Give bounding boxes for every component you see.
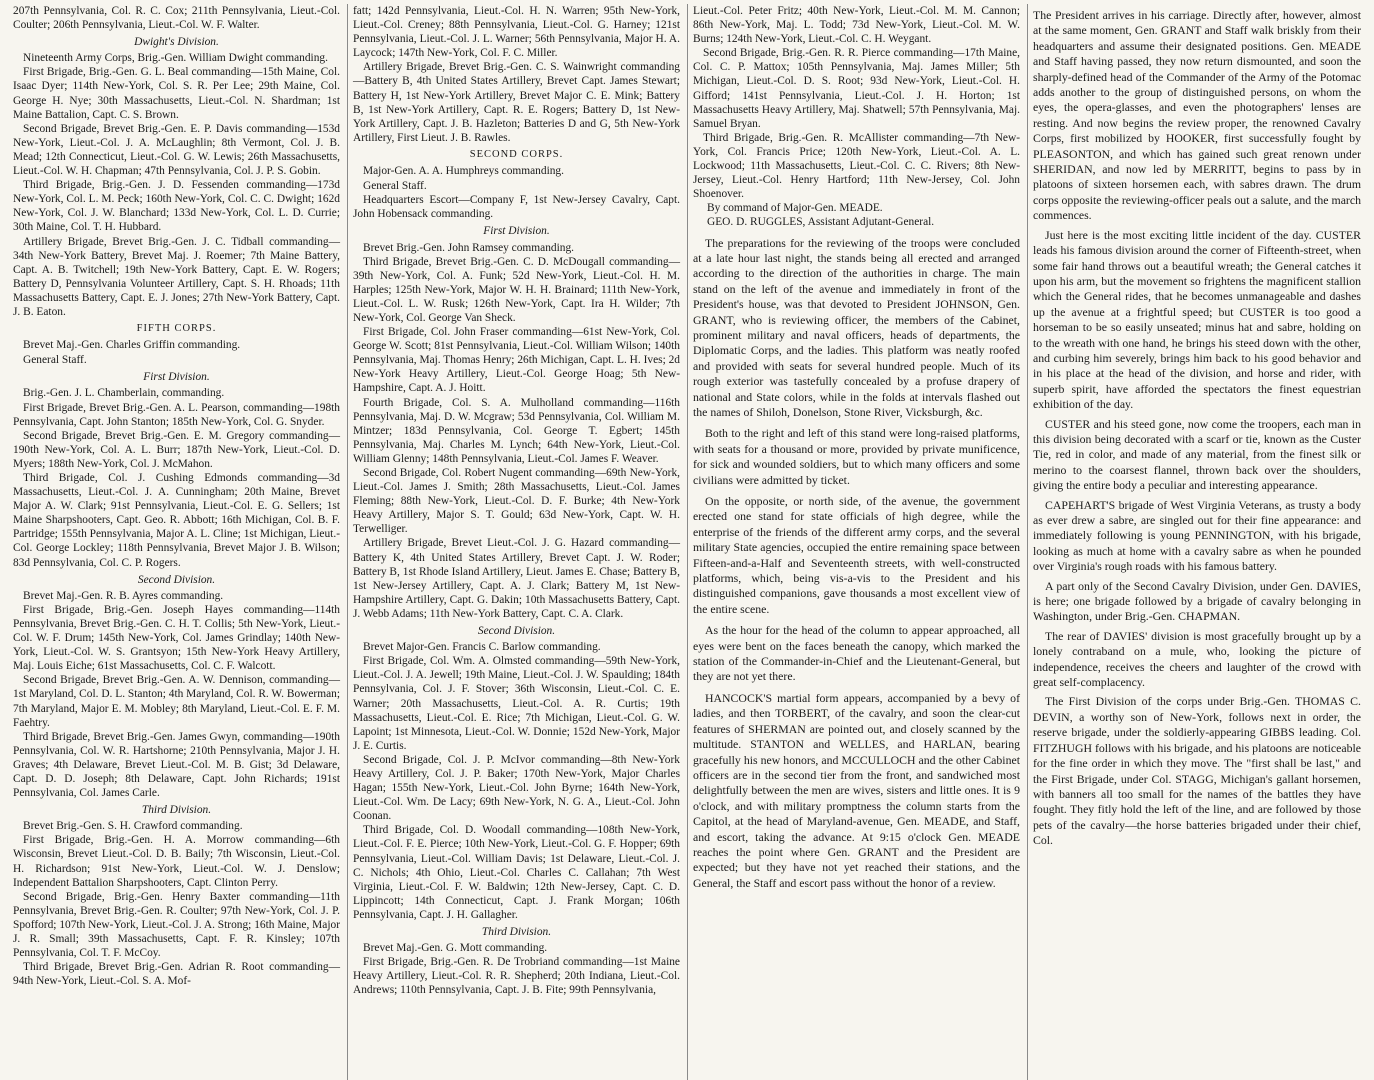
paragraph: Artillery Brigade, Brevet Lieut.-Col. J. G. Hazard commanding—Battery K, 4th United States Artillery, Brevet Capt. J. W. Roder; Battery B, 1st Rhode Island Artillery, Lieut. James E. Chase; Battery B, 1st New-Jersey Artillery, Capt. A. J. Clark; Battery M, 1st New-Hampshire Artillery, Capt. G. Dakin; 10th Massachusetts Battery, Capt. J. Webb Adams; 11th New-York Battery, Capt. C. A. Clark. [353,537,680,620]
paragraph: On the opposite, or north side, of the avenue, the government erected one stand for state officials of high degree, while the enterprise of the friends of the different army corps, and the several military State agencies, occupied the entire remaining space between Fifteen-and-a-Half and Seventeenth streets, with well-constructed platforms, which, being vis-a-vis to the President and his distinguished companions, gave thousands a most excellent view of the entire scene. [693,494,1020,616]
column-3 [688,4,1028,1080]
paragraph: The rear of DAVIES' division is most gracefully brought up by a lonely contraband on a mule, who, looking the picture of independence, receives the cheers and laughter of the crowd with great self-complacency. [1033,628,1361,690]
paragraph: General Staff. [363,180,427,193]
paragraph: By command of Major-Gen. MEADE. [707,202,883,215]
paragraph: The First Division of the corps under Brig.-Gen. THOMAS C. DEVIN, a worthy son of New-York, follows next in order, the reserve brigade, under the soldierly-appearing GIBBS leading. Col. FITZHUGH follows with his brigade, and his platoons are noticeable for the fine order in which they move. The "first shall be last," and the First Brigade, under Col. STAGG, Michigan's gallant horsemen, with banners all too small for the names of the battles they have fought. They fitly hold the left of the line, and are followed by those pets of the cavalry—the horse batteries brigaded under their chief, Col. [1033,694,1361,848]
paragraph: CUSTER and his steed gone, now come the troopers, each man in this division being decorated with a scarf or tie, known as the Custer Tie, red in color, and made of any material, from the finest silk or merino to the coarsest flannel, thrown back over the shoulders, giving the entire body a peculiar and interesting appearance. [1033,416,1361,493]
column-4 [1028,4,1368,1080]
paragraph: Fourth Brigade, Col. S. A. Mulholland commanding—116th Pennsylvania, Maj. D. W. Mcgraw; 53d Pennsylvania, Col. William M. Mintzer; 183d Pennsylvania, Col. George T. Egbert; 145th Pennsylvania, Maj. Charles M. Lynch; 64th New-York, Lieut.-Col. William Glenny; 148th Pennsylvania, Lieut.-Col. James F. Weaver. [353,396,680,465]
paragraph: Second Brigade, Col. J. P. McIvor commanding—8th New-York Heavy Artillery, Col. J. P. Baker; 170th New-York, Major Charles Hagan; 155th New-York, Lieut.-Col. John Byrne; 164th New-York, Lieut.-Col. Wm. De Lacy; 69th New-York, N. G. A., Lieut.-Col. John Coonan. [353,753,680,823]
paragraph: As the hour for the head of the column to appear approached, all eyes were bent on the faces beneath the canopy, which marked the station of the Commander-in-Chief and the Lieutenant-General, but they are not yet there. [693,623,1020,684]
paragraph: fatt; 142d Pennsylvania, Lieut.-Col. H. N. Warren; 95th New-York, Lieut.-Col. Creney; 88th Pennsylvania, Lieut.-Col. G. Harney; 121st Pennsylvania, Lieut.-Col. J. L. Warner; 56th Pennsylvania, Major H. A. Laycock; 147th New-York, Col. F. C. Miller. [353,5,680,60]
paragraph: First Brigade, Brig.-Gen. H. A. Morrow commanding—6th Wisconsin, Brevet Lieut.-Col. D. B. Baily; 7th Wisconsin, Lieut.-Col. H. Richardson; 91st New-York, Lieut.-Col. W. J. Denslow; Independent Battalion Sharpshooters, Capt. Clinton Perry. [13,834,340,889]
paragraph: Second Brigade, Col. Robert Nugent commanding—69th New-York, Lieut.-Col. James J. Smith; 28th Massachusetts, Lieut.-Col. James Fleming; 88th New-York, Lieut.-Col. D. F. Burke; 4th New-York Heavy Artillery, Major S. T. Gould; 63d New-York, Capt. W. H. Terwelliger. [353,467,680,536]
paragraph: First Brigade, Col. Wm. A. Olmsted commanding—59th New-York, Lieut.-Col. J. A. Jewell; 19th Maine, Lieut.-Col. J. W. Spaulding; 184th Pennsylvania, Col. J. F. Stover; 36th Wisconsin, Lieut.-Col. C. E. Warner; 20th Massachusetts, Lieut.-Col. A. R. Curtis; 19th Massachusetts, Lieut.-Col. E. Rice; 7th Michigan, Lieut.-Col. G. W. Lapoint; 1st Minnesota, Lieut.-Col. W. Donnie; 152d New-York, Major J. E. Curtis. [353,655,680,752]
paragraph: Brevet Major-Gen. Francis C. Barlow commanding. [363,641,601,654]
paragraph: Third Brigade, Brig.-Gen. R. McAllister commanding—7th New-York, Col. Francis Price; 120th New-York, Lieut.-Col. A. L. Lockwood; 11th Massachusetts, Lieut.-Col. C. C. Rivers; 8th New-Jersey, Lieut.-Col. Henry Hartford; 11th New-Jersey, Col. John Shoenover. [693,131,1020,201]
paragraph: Brig.-Gen. J. L. Chamberlain, commanding. [23,387,225,400]
paragraph: First Brigade, Brig.-Gen. G. L. Beal commanding—15th Maine, Col. Isaac Dyer; 114th New-York, Col. S. R. Per Lee; 29th Maine, Col. George H. Nye; 30th Massachusetts, Lieut.-Col. N. Shardman; 1st Maine Battalion, Capt. C. S. Brown. [13,66,340,121]
paragraph: The preparations for the reviewing of the troops were concluded at a late hour last night, the stands being all erected and arranged according to the direction of the authorities in charge. The main stand on the left of the avenue and immediately in front of the President's house, was that devoted to President JOHNSON, Gen. GRANT, who is reviewing officer, the members of the Cabinet, prominent military and naval officers, heads of departments, the Diplomatic Corps, and the ladies. This platform was neatly roofed and provided with seats for several hundred people. Much of its rough exterior was tastefully concealed by a profuse drapery of national and State colors, while in the folds at intervals flashed out the names of Shiloh, Donelson, Stone River, Vicksburgh, &c. [693,235,1020,419]
paragraph: Second Brigade, Brig.-Gen. R. R. Pierce commanding—17th Maine, Col. C. P. Mattox; 105th Pennsylvania, Maj. James Miller; 5th Michigan, Lieut.-Col. D. S. Root; 93d New-York, Lieut.-Col. H. Gifford; 141st Pennsylvania, Lieut.-Col. J. H. Horton; 1st Massachusetts Heavy Artillery, Maj. Shatwell; 57th Pennsylvania, Maj. Samuel Bryan. [693,47,1020,130]
paragraph: Third Brigade, Brevet Brig.-Gen. Adrian R. Root commanding—94th New-York, Lieut.-Col. S. A. Mof- [13,961,340,988]
corps-heading: SECOND CORPS. [469,148,564,160]
paragraph: Third Brigade, Col. J. Cushing Edmonds commanding—3d Massachusetts, Lieut.-Col. J. A. Cunningham; 20th Maine, Brevet Major A. W. Clark; 91st Pennsylvania, Lieut.-Col. E. G. Sellers; 1st Maine Sharpshooters, Capt. Geo. R. Abbott; 16th Michigan, Col. B. F. Partridge; 155th Pennsylvania, Major A. L. Cline; 1st Michigan, Lieut.-Col. George Lockley; 118th Pennsylvania, Brevet Major J. B. Wilson; 83d Pennsylvania, Col. C. P. Rogers. [13,472,340,569]
paragraph: Second Brigade, Brevet Brig.-Gen. E. M. Gregory commanding—190th New-York, Col. A. L. Burr; 187th New-York, Lieut.-Col. D. Myers; 188th New-York, Col. J. McMahon. [13,429,340,470]
section-heading: Dwight's Division. [134,36,219,49]
column-2 [348,4,688,1080]
paragraph: First Brigade, Brig.-Gen. Joseph Hayes commanding—114th Pennsylvania, Brevet Brig.-Gen. C. H. T. Collis; 5th New-York, Lieut.-Col. W. F. Drum; 145th New-York, Col. James Grindlay; 140th New-York, Lieut.-Col. W. S. Grantsyon; 15th New-York Heavy Artillery, Maj. Louis Eiche; 61st Massachusetts, Col. C. F. Walcott. [13,603,340,673]
corps-heading: FIFTH CORPS. [136,323,217,335]
paragraph: A part only of the Second Cavalry Division, under Gen. DAVIES, is here; one brigade followed by a brigade of cavalry belonging in Washington, under Brig.-Gen. CHAPMAN. [1033,578,1361,624]
paragraph: GEO. D. RUGGLES, Assistant Adjutant-General. [707,216,935,229]
paragraph: Both to the right and left of this stand were long-raised platforms, with seats for a thousand or more, provided by private munificence, for sick and wounded soldiers, but to which many officers and some civilians were admitted by ticket. [693,426,1020,487]
paragraph: First Brigade, Brevet Brig.-Gen. A. L. Pearson, commanding—198th Pennsylvania, Capt. John Stanton; 185th New-York, Col. G. Snyder. [13,401,340,428]
section-heading: Second Division. [477,625,556,638]
paragraph: First Brigade, Col. John Fraser commanding—61st New-York, Col. George W. Scott; 81st Pennsylvania, Lieut.-Col. William Wilson; 140th Pennsylvania, Maj. Thomas Henry; 26th Michigan, Capt. L. H. Ives; 2d New-York Heavy Artillery, Lieut.-Col. George Hoag; 5th New-Hampshire, Capt. A. J. Hoitt. [353,326,680,395]
paragraph: CAPEHART'S brigade of West Virginia Veterans, as trusty a body as ever drew a sabre, are singled out for their fine appearance: and immediately following is young PENNINGTON, with his brigade, looking as much at home with a cavalry sabre as when he pounded over Virginia's rough roads with his famous battery. [1033,497,1361,574]
paragraph: First Brigade, Brig.-Gen. R. De Trobriand commanding—1st Maine Heavy Artillery, Lieut.-Col. R. R. Shepherd; 20th Indiana, Lieut.-Col. Andrews; 110th Pennsylvania, Capt. J. B. Fite; 99th Pennsylvania, [353,956,680,997]
paragraph: HANCOCK'S martial form appears, accompanied by a bevy of ladies, and then TORBERT, of the cavalry, and soon the clear-cut features of SHERMAN are pointed out, and closely scanned by the multitude. STANTON and WELLES, and HARLAN, bearing gracefully his new honors, and MCCULLOCH and the other Cabinet officers are in the second tier from the front, and sandwiched most delightfully between the men are wives, sisters and little ones. It is 9 o'clock, and with military promptness the column starts from the Capitol, at the head of Maryland-avenue, Gen. MEADE, and Staff, and escort, taking the advance. At 9:15 o'clock Gen. MEADE reaches the point where Gen. GRANT and the President are expected; but they have not yet reached their stations, and the General, the Staff and escort pass without the honor of a review. [693,690,1020,890]
paragraph: Major-Gen. A. A. Humphreys commanding. [363,165,564,178]
section-heading: First Division. [143,371,210,384]
paragraph: Third Brigade, Brevet Brig.-Gen. James Gwyn, commanding—190th Pennsylvania, Col. W. R. Hartshorne; 210th Pennsylvania, Major J. H. Graves; 4th Delaware, Brevet Lieut.-Col. M. B. Gist; 3d Delaware, Capt. D. D. Joseph; 8th Delaware, Capt. John Richards; 191st Pennsylvania, Col. James Carle. [13,730,340,800]
paragraph: Brevet Brig.-Gen. S. H. Crawford commanding. [23,820,243,833]
paragraph: Brevet Maj.-Gen. Charles Griffin commanding. [23,339,241,352]
paragraph: Brevet Maj.-Gen. G. Mott commanding. [363,942,548,955]
paragraph: Third Brigade, Col. D. Woodall commanding—108th New-York, Lieut.-Col. F. E. Pierce; 10th New-York, Lieut.-Col. G. F. Hopper; 69th Pennsylvania, Lieut.-Col. William Davis; 1st Delaware, Lieut.-Col. J. C. Nichols; 4th Ohio, Lieut.-Col. Charles C. Callahan; 7th West Virginia, Lieut.-Col. F. W. Baldwin; 12th New-Jersey, Capt. C. D. Lippincott; 14th Connecticut, Capt. J. Frank Morgan; 106th Pennsylvania, Capt. J. H. Gallagher. [353,824,680,921]
paragraph: Lieut.-Col. Peter Fritz; 40th New-York, Lieut.-Col. M. M. Cannon; 86th New-York, Maj. L. Todd; 73d New-York, Lieut.-Col. M. W. Burns; 124th New-York, Lieut.-Col. C. H. Weygant. [693,5,1020,46]
paragraph: Second Brigade, Brevet Brig.-Gen. A. W. Dennison, commanding—1st Maryland, Col. D. L. Stanton; 4th Maryland, Col. R. W. Bowerman; 7th Maryland, Major E. M. Mobley; 8th Maryland, Lieut.-Col. E. F. M. Faehtry. [13,674,340,729]
paragraph: Just here is the most exciting little incident of the day. CUSTER leads his famous division around the corner of Fifteenth-street, when some fair hand throws out a beautiful wreath; the General catches it upon his arm, but the movement so frightens the magnificent stallion which the General rides, that he becomes unmanageable and dashes up the avenue at a frightful speed; but CUSTER is too good a horseman to be so easily unseated; minus hat and sabre, holding on to the wreath with one hand, he brings his steed down with the other, and curbing him severely, brings him back to his good behavior and in his place at the head of the division, and horse and rider, with superb spirit, have afforded the spectators the finest equestrian exhibition of the day. [1033,227,1361,412]
section-heading: First Division. [483,225,550,238]
paragraph: Brevet Brig.-Gen. John Ramsey commanding. [363,241,575,254]
paragraph: Brevet Maj.-Gen. R. B. Ayres commanding. [23,589,224,602]
section-heading: Third Division. [481,926,552,938]
paragraph: Headquarters Escort—Company F, 1st New-Jersey Cavalry, Capt. John Hobensack commanding. [353,194,680,221]
paragraph: Nineteenth Army Corps, Brig.-Gen. William Dwight commanding. [23,52,328,65]
column-1 [8,4,348,1080]
paragraph: Artillery Brigade, Brevet Brig.-Gen. C. S. Wainwright commanding—Battery B, 4th United States Artillery, Brevet Capt. James Stewart; Battery H, 1st New-York Artillery, Brevet Major C. E. Mink; Battery B, 1st New-York Artillery, Capt. R. E. Rogers; Battery D, 1st New-York Artillery, Capt. J. B. Hazleton; Batteries D and G, 5th New-York Artillery, First Lieut. J. B. Rawles. [353,61,680,144]
paragraph: Second Brigade, Brevet Brig.-Gen. E. P. Davis commanding—153d New-York, Lieut.-Col. J. A. McLaughlin; 8th Vermont, Col. J. B. Mead; 12th Connecticut, Lieut.-Col. G. W. Lewis; 26th Massachusetts, Lieut.-Col. W. H. Chapman; 47th Pennsylvania, Col. J. P. S. Gobin. [13,122,340,178]
paragraph: Third Brigade, Brig.-Gen. J. D. Fessenden commanding—173d New-York, Col. L. M. Peck; 160th New-York, Col. C. C. Dwight; 162d New-York, Col. J. W. Blanchard; 133d New-York, Col. L. D. Currie; 30th Maine, Col. T. H. Hubbard. [13,179,340,234]
paragraph: Third Brigade, Brevet Brig.-Gen. C. D. McDougall commanding—39th New-York, Col. A. Funk; 52d New-York, Lieut.-Col. H. M. Harples; 125th New-York, Major W. H. H. Brainard; 111th New-York, Lieut.-Col. L. W. Rusk; 126th New-York, Capt. Ira H. Wilder; 7th New-York, Col. George Van Sheck. [353,255,680,324]
paragraph: 207th Pennsylvania, Col. R. C. Cox; 211th Pennsylvania, Lieut.-Col. Coulter; 206th Pennsylvania, Lieut.-Col. W. F. Walter. [13,5,340,32]
section-heading: Second Division. [137,573,216,586]
section-heading: Third Division. [141,804,212,817]
paragraph: Second Brigade, Brig.-Gen. Henry Baxter commanding—11th Pennsylvania, Brevet Brig.-Gen. R. Coulter; 97th New-York, Col. J. P. Spofford; 107th New-York, Lieut.-Col. J. A. Strong; 16th Maine, Major J. R. Small; 39th Massachusetts, Capt. F. R. Kinsley; 107th Pennsylvania, Col. T. F. McCoy. [13,890,340,960]
paragraph: General Staff. [23,354,87,367]
paragraph: Artillery Brigade, Brevet Brig.-Gen. J. C. Tidball commanding—34th New-York Battery, Brevet Maj. J. Roemer; 7th Maine Battery, Capt. A. B. Twitchell; 19th New-York Battery, Capt. E. W. Rogers; Battery D, Pennsylvania Volunteer Artillery, Capt. S. H. Rhoads; 11th Massachusetts Battery, Capt. E. J. Jones; 27th New-York Battery, Capt. J. B. Eaton. [13,235,340,318]
paragraph: The President arrives in his carriage. Directly after, however, almost at the same moment, Gen. GRANT and Staff walk briskly from their headquarters and assume their designated positions. Gen. MEADE and Staff having passed, they now return dismounted, and soon the sharply-defined head of the Commander of the Army of the Potomac adds another to the group of distinguished persons, on whom the eyes, the opera-glasses, and even the photographers' lenses are resting. And now begins the review proper, the renowned Cavalry Corps, first mobilized by HOOKER, first successfully fought by PLEASONTON, and which has gained such great renown under SHERIDAN, and now led by MERRITT, begins to pass by in platoons of sixteen horsemen each, with sabres drawn. The drum corps opposite the reviewing-officer peals out a salute, and the march commences. [1033,8,1361,223]
